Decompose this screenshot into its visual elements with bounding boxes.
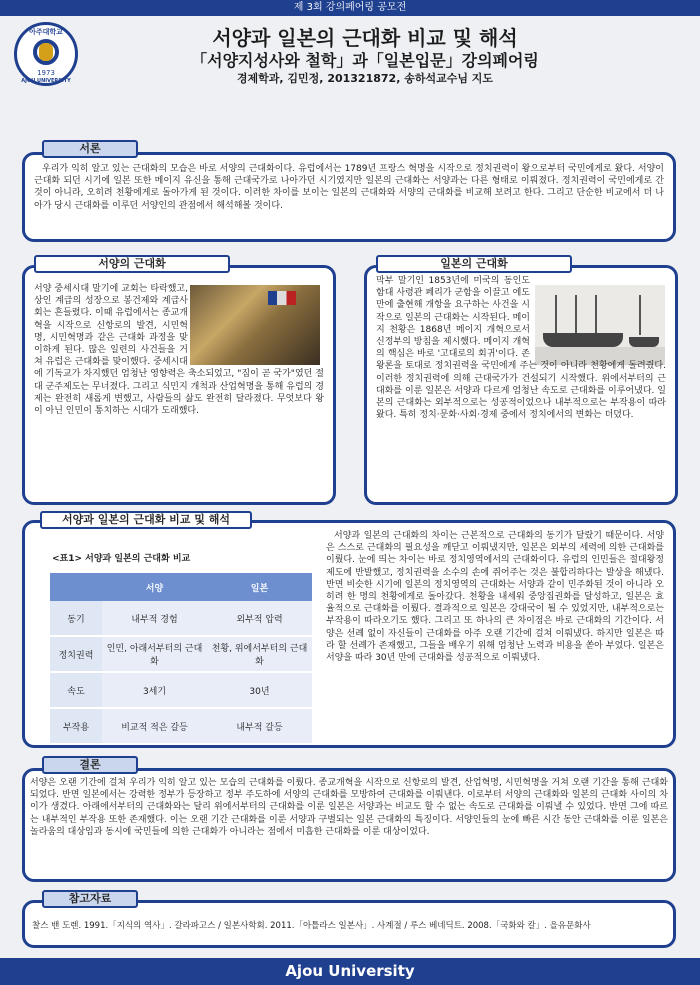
contest-banner: 제 3회 강의페어링 공모전 bbox=[0, 0, 700, 16]
table-row bbox=[50, 636, 312, 672]
poster-title: 서양과 일본의 근대화 비교 및 해석 bbox=[212, 26, 518, 50]
table-row bbox=[50, 708, 312, 744]
table-cell: 속도 bbox=[50, 672, 102, 708]
logo-year: 1973 bbox=[37, 69, 55, 77]
conclusion-text: 서양은 오랜 기간에 걸쳐 우리가 익히 알고 있는 모습의 근대화를 이뤘다. 종교개혁을 시작으로 신항로의 발견, 산업혁명, 시민혁명을 거쳐 오랜 기간을 통해 근대화 되었다. 반면 일본에서는 강력한 정부가 등장하고 정부 주도하에 서양의 근대화를 모방하여 근대화를 이뤄낸다. 이로부터 서양의 근대화와 일본의 근대화 사이의 차이가 생겼다. 아래에서부터의 근대화와는 달리 위에서부터의 근대화를 이룬 일본은 서양과는 비교도 할 수 없는 속도로 근대화를 이뤄낼 수 있었다. 반면 그에 따르는 내부적인 부작용 또한 존재했다. 이는 오랜 기간 근대화를 이룬 서양과 구별되는 일본 근대화의 특징이다. 서양인들의 눈에 빠른 시간 동안 근대화를 이룬 일본은 놀라움의 대상임과 동시에 국민들에 의한 근대화가 아니라는 점에서 미흡한 근대화를 이룬 대상이었다. bbox=[30, 778, 668, 837]
footer-university: Ajou University bbox=[0, 958, 700, 985]
table-cell: 비교적 적은 갈등 bbox=[102, 708, 207, 744]
intro-heading: 서론 bbox=[42, 140, 138, 158]
table-header-cell: 일본 bbox=[207, 573, 312, 601]
table-cell: 천황, 위에서부터의 근대화 bbox=[207, 636, 312, 672]
references-text: 찰스 밴 도렌. 1991.「지식의 역사」. 갈라파고스 / 일본사학회. 2011.「아틀라스 일본사」. 사계절 / 루스 베네딕트. 2008.「국화와 칼」. 을유문화사 bbox=[32, 921, 591, 931]
comparison-table bbox=[50, 573, 312, 745]
japan-text: 막부 말기인 1853년에 미국의 동인도 함대 사령관 페리가 군함을 이끌고 에도만에 출현해 개항을 요구하는 사건을 시작으로 일본의 근대화는 시작된다. 메이지 천황은 1868년 메이지 개혁으로서 신정부의 방침을 제시했다. 메이지 개혁의 핵심은 바로 '고대로의 회귀'이다. 존왕론을 토대로 정치권력을 국민에게 주는 것이 아니라 천황에게 돌려줬다. 이러한 정치권력에 의해 근대국가가 건설되기 시작했다. 위에서부터의 근대화를 이룬 일본은 서양과 다르게 엄청난 속도로 근대화를 이루어냈다. 일본의 근대화는 외부적으로는 성공적이었으나 내부적으로는 부작용이 따라왔다. 특히 정치·문화·사회·경제 중에서 정치에서의 변화는 더뎠다. bbox=[376, 276, 666, 421]
table-cell: 내부적 갈등 bbox=[207, 708, 312, 744]
table-header-cell: 서양 bbox=[102, 573, 207, 601]
intro-text: 우리가 익히 알고 있는 근대화의 모습은 바로 서양의 근대화이다. 유럽에서는 1789년 프랑스 혁명을 시작으로 정치권력이 왕으로부터 국민에게로 왔다. 서양이 근대화 되던 시기에 일본 또한 메이지 유신을 통해 근대국가로 나아가던 시기였지만 일본의 근대화는 서양과는 다른 형태로 이뤄졌다. 정치권력이 국민에게로 간 것이 아니라, 오히려 천황에게로 돌아가게 된 것이다. 이러한 차이를 보이는 일본의 근대화와 서양의 근대화를 비교해 보려고 한다. 그리고 단순한 비교에서 더 나아가 당시 근대화를 이루던 서양인의 관점에서 해석해볼 것이다. bbox=[34, 164, 664, 211]
table-row bbox=[50, 601, 312, 636]
table-cell: 인민, 아래서부터의 근대화 bbox=[102, 636, 207, 672]
table-caption: <표1> 서양과 일본의 근대화 비교 bbox=[52, 554, 191, 564]
compare-text: 서양과 일본의 근대화의 차이는 근본적으로 근대화의 동기가 달랐기 때문이다. 서양은 스스로 근대화의 필요성을 깨닫고 이뤄냈지만, 일본은 외부의 세력에 의한 근대화를 이뤘다. 눈에 띄는 차이는 바로 정치영역에서의 근대화이다. 유럽의 인민들은 절대왕정 제도에 반발했고, 정치권력을 소수의 손에 쥐어주는 것은 불합리하다는 발상을 해냈다. 반면 비슷한 시기에 일본의 정치영역의 근대화는 서양과 같이 민주화된 것이 아니라 오히려 한 명의 천황에게로 돌아갔다. 천황을 내세워 중앙집권화를 달성하고, 일본은 효율적으로 근대화를 이뤘다. 결과적으로 일본은 강대국이 될 수 있었지만, 내부적으로는 부작용이 따라오기도 했다. 그리고 또 하나의 큰 차이점은 바로 근대화의 기간이다. 서양은 선례 없이 자신들이 근대화를 아주 오랜 기간에 걸쳐 이뤄냈다. 하지만 일본은 따라 할 선례가 존재했고, 그들을 배우기 위해 엄청난 노력과 비용을 쏟아 부었다. 일본은 서양을 따라 30년 만에 근대화를 성공적으로 이뤄냈다. bbox=[326, 531, 664, 664]
table-cell: 부작용 bbox=[50, 708, 102, 744]
compare-heading: 서양과 일본의 근대화 비교 및 해석 bbox=[40, 511, 252, 529]
japan-heading: 일본의 근대화 bbox=[376, 255, 572, 273]
logo-bottom-text: AJOU UNIVERSITY bbox=[21, 78, 71, 84]
logo-top-text: 아주대학교 bbox=[29, 28, 63, 36]
table-cell: 내부적 경험 bbox=[102, 601, 207, 636]
poster-author: 경제학과, 김민정, 201321872, 송하석교수님 지도 bbox=[236, 72, 494, 85]
west-text: 서양 중세시대 말기에 교회는 타락했고, 상인 계급의 성장으로 봉건제와 계급사회는 흔들렸다. 이때 유럽에서는 종교개혁을 시작으로 신항로의 발견, 시민혁명, 시민혁명과 같은 근대화 과정을 맞이하게 된다. 많은 일련의 사건들을 거쳐 유럽은 근대화를 맞이했다. 중세시대에 기독교가 차지했던 엄청난 영향력은 축소되었고, "짐이 곧 국가"였던 절대 군주제도는 무너졌다. 그리고 식민지 개척과 산업혁명을 통해 유럽의 경제는 완전히 새롭게 변했고, 사람들의 삶도 완전히 달라졌다. 무엇보다 왕이 아닌 인민이 통치하는 시대가 도래했다. bbox=[34, 284, 324, 417]
table-cell: 30년 bbox=[207, 672, 312, 708]
table-header-cell bbox=[50, 573, 102, 601]
references-heading: 참고자료 bbox=[42, 890, 138, 908]
poster-subtitle: 「서양지성사와 철학」과「일본입문」강의페어링 bbox=[191, 51, 539, 70]
conclusion-heading: 결론 bbox=[42, 756, 138, 774]
university-logo bbox=[14, 22, 78, 86]
table-cell: 3세기 bbox=[102, 672, 207, 708]
table-header-row bbox=[50, 573, 312, 601]
table-cell: 외부적 압력 bbox=[207, 601, 312, 636]
table-cell: 동기 bbox=[50, 601, 102, 636]
table-cell: 정치권력 bbox=[50, 636, 102, 672]
table-row bbox=[50, 672, 312, 708]
west-heading: 서양의 근대화 bbox=[34, 255, 230, 273]
logo-center-icon bbox=[39, 43, 53, 61]
